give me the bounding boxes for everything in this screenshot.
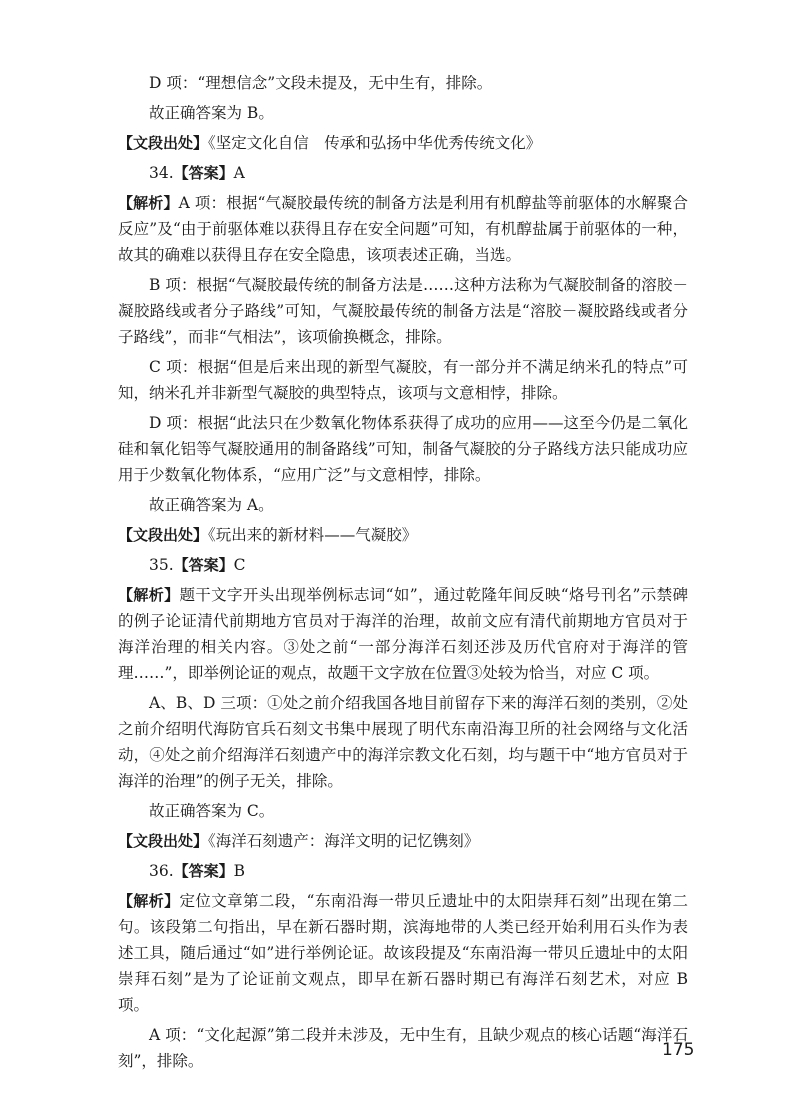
source-line: 【文段出处】《海洋石刻遗产：海洋文明的记忆镌刻》 [118, 832, 480, 850]
source-label: 【文段出处】 [118, 134, 209, 152]
answer-line: 34.【答案】A [149, 164, 245, 182]
page-content [118, 70, 688, 1078]
answer-label: 【答案】 [173, 556, 234, 574]
analysis-paragraph: 【解析】A 项：根据“气凝胶最传统的制备方法是利用有机醇盐等前驱体的水解聚合反应”及“由于前驱体难以获得且存在安全问题”可知，有机醇盐属于前驱体的一种，故其的确难以获得且存在安全隐患，该项表述正确，当选。 [118, 194, 688, 264]
source-label: 【文段出处】 [118, 832, 209, 850]
paragraph: B 项：根据“气凝胶最传统的制备方法是……这种方法称为气凝胶制备的溶胶－凝胶路线或者分子路线”可知，气凝胶最传统的制备方法是“溶胶－凝胶路线或者分子路线”，而非“气相法”，该项偷换概念，排除。 [118, 276, 688, 346]
source-label: 【文段出处】 [118, 526, 209, 544]
analysis-paragraph: 【解析】题干文字开头出现举例标志词“如”，通过乾隆年间反映“烙号刊名”示禁碑的例子论证清代前期地方官员对于海洋的治理，故前文应有清代前期地方官员对于海洋治理的相关内容。③处之前“一部分海洋石刻还涉及历代官府对于海洋的管理……”，即举例论证的观点，故题干文字放在位置③处较为恰当，对应 C 项。 [118, 586, 688, 682]
answer-line: 35.【答案】C [149, 556, 246, 574]
paragraph: C 项：根据“但是后来出现的新型气凝胶，有一部分并不满足纳米孔的特点”可知，纳米孔并非新型气凝胶的典型特点，该项与文意相悖，排除。 [118, 358, 688, 402]
analysis-label: 【解析】 [118, 194, 179, 212]
analysis-label: 【解析】 [118, 892, 180, 910]
source-line: 【文段出处】《玩出来的新材料——气凝胶》 [118, 526, 418, 544]
paragraph: A、B、D 三项：①处之前介绍我国各地目前留存下来的海洋石刻的类别，②处之前介绍明代海防官兵石刻文书集中展现了明代东南沿海卫所的社会网络与文化活动，④处之前介绍海洋石刻遗产中的海洋宗教文化石刻，均与题干中“地方官员对于海洋的治理”的例子无关，排除。 [118, 694, 688, 790]
analysis-paragraph: 【解析】定位文章第二段，“东南沿海一带贝丘遗址中的太阳崇拜石刻”出现在第二句。该段第二句指出，早在新石器时期，滨海地带的人类已经开始利用石头作为表述工具，随后通过“如”进行举例论证。故该段提及“东南沿海一带贝丘遗址中的太阳崇拜石刻”是为了论证前文观点，即早在新石器时期已有海洋石刻艺术，对应 B 项。 [118, 892, 688, 1014]
paragraph: 故正确答案为 C。 [149, 802, 275, 820]
paragraph: D 项：根据“此法只在少数氧化物体系获得了成功的应用——这至今仍是二氧化硅和氧化铝等气凝胶通用的制备路线”可知，制备气凝胶的分子路线方法只能成功应用于少数氧化物体系，“应用广泛”与文意相悖，排除。 [118, 414, 688, 484]
answer-label: 【答案】 [173, 164, 234, 182]
answer-label: 【答案】 [173, 862, 234, 880]
source-line: 【文段出处】《坚定文化自信 传承和弘扬中华优秀传统文化》 [118, 134, 542, 152]
paragraph: A 项：“文化起源”第二段并未涉及，无中生有，且缺少观点的核心话题“海洋石刻”，排除。 [118, 1026, 688, 1070]
paragraph: 故正确答案为 B。 [149, 104, 274, 122]
answer-line: 36.【答案】B [149, 862, 246, 880]
paragraph: 故正确答案为 A。 [149, 496, 274, 514]
paragraph: D 项：“理想信念”文段未提及，无中生有，排除。 [149, 74, 493, 92]
analysis-label: 【解析】 [118, 586, 180, 604]
page-number: 175 [662, 1040, 695, 1060]
